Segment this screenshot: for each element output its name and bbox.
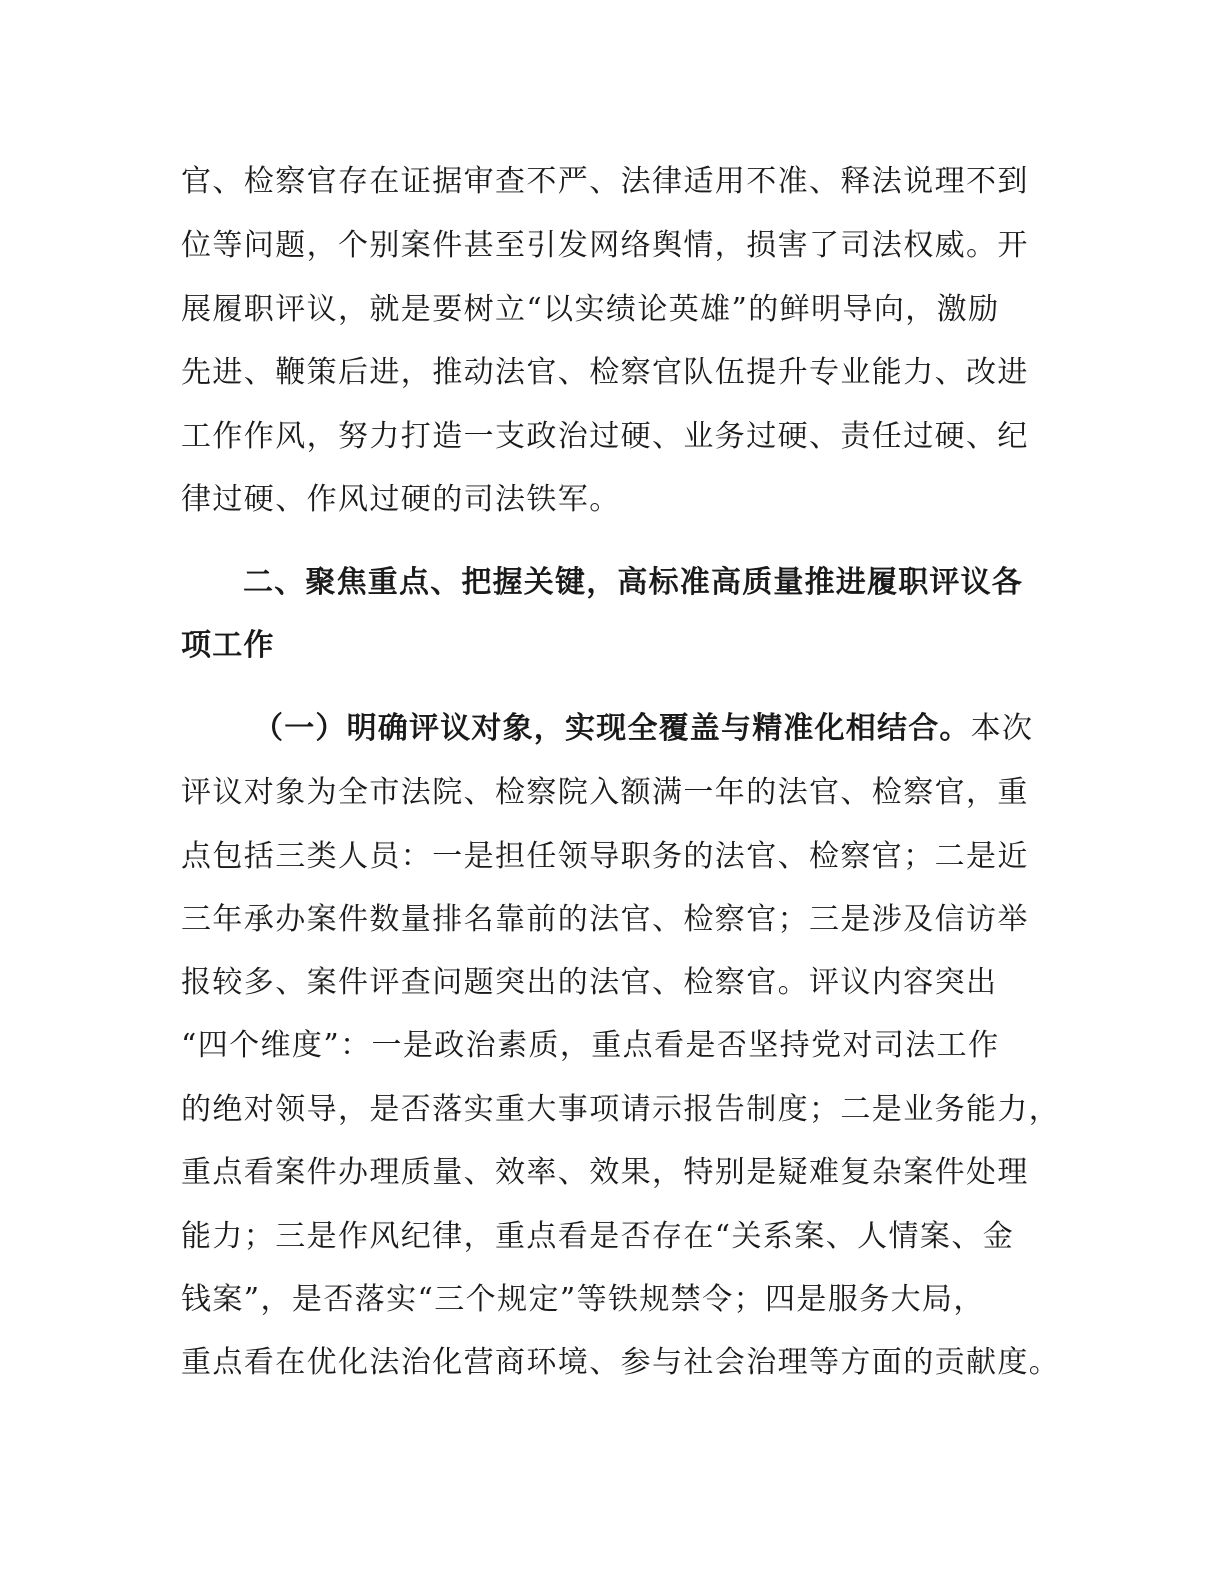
paragraph-line: 律过硬、作风过硬的司法铁军。 [181,482,621,517]
paragraph-line: 能力；三是作风纪律，重点看是否存在“关系案、人情案、金 [181,1219,1015,1254]
paragraph-line: 重点看在优化法治化营商环境、参与社会治理等方面的贡献度。 [181,1345,1061,1380]
paragraph-line: 钱案”，是否落实“三个规定”等铁规禁令；四是服务大局， [181,1282,985,1317]
paragraph-line: 位等问题，个别案件甚至引发网络舆情，损害了司法权威。开 [181,228,1029,263]
paragraph-line: 官、检察官存在证据审查不严、法律适用不准、释法说理不到 [181,164,1029,199]
paragraph-line: 三年承办案件数量排名靠前的法官、检察官；三是涉及信访举 [181,902,1029,937]
section-heading-line: 项工作 [181,628,275,663]
paragraph-line: 报较多、案件评查问题突出的法官、检察官。评议内容突出 [181,965,998,1000]
paragraph-line: 的绝对领导，是否落实重大事项请示报告制度；二是业务能力， [181,1092,1061,1127]
paragraph-line: 评议对象为全市法院、检察院入额满一年的法官、检察官，重 [181,775,1029,810]
paragraph-line: “四个维度”：一是政治素质，重点看是否坚持党对司法工作 [181,1028,1000,1063]
section-heading-line: 二、聚焦重点、把握关键，高标准高质量推进履职评议各 [243,565,1023,600]
subheading-tail-text: 本次 [970,711,1034,746]
subheading: （一）明确评议对象，实现全覆盖与精准化相结合。 [253,711,971,746]
subheading-line [253,707,1033,751]
paragraph-line: 先进、鞭策后进，推动法官、检察官队伍提升专业能力、改进 [181,355,1029,390]
paragraph-line: 展履职评议，就是要树立“以实绩论英雄”的鲜明导向，激励 [181,292,1000,327]
paragraph-line: 工作作风，努力打造一支政治过硬、业务过硬、责任过硬、纪 [181,419,1029,454]
paragraph-line: 点包括三类人员：一是担任领导职务的法官、检察官；二是近 [181,839,1029,874]
paragraph-line: 重点看案件办理质量、效率、效果，特别是疑难复杂案件处理 [181,1155,1029,1190]
